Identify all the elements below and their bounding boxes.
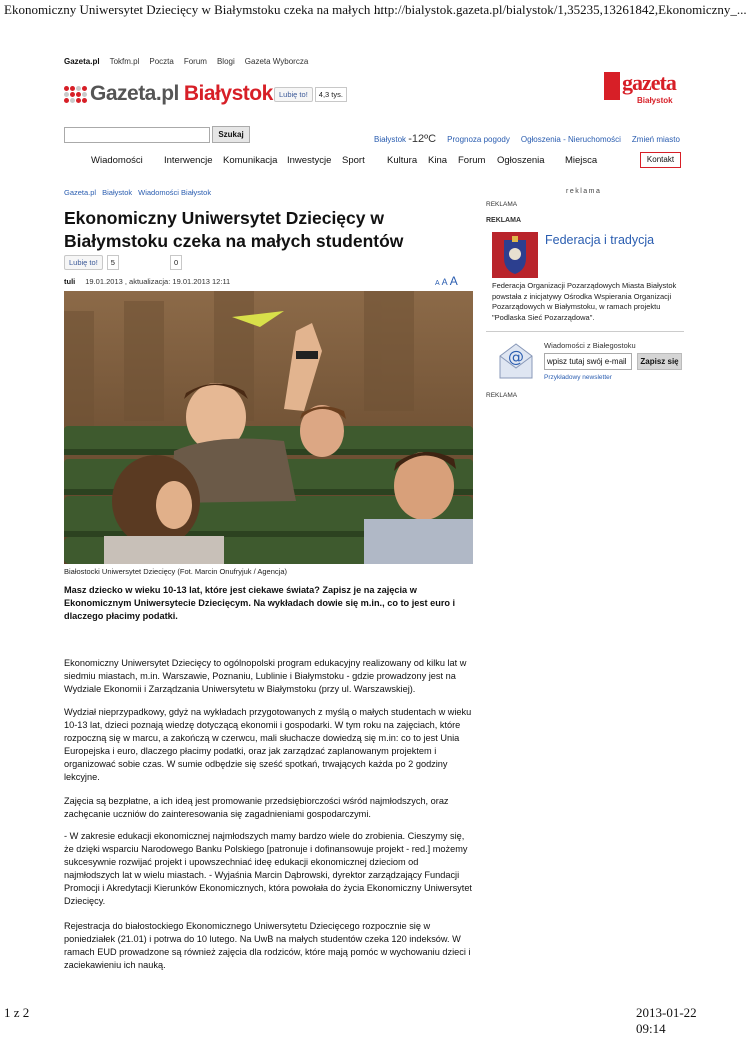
menu-item-forum[interactable]: Forum	[458, 155, 486, 166]
menu-item-wiadomosci[interactable]: Wiadomości	[91, 155, 143, 166]
article-photo	[64, 291, 473, 564]
sidebar-divider	[486, 331, 684, 332]
menu-item-miejsca[interactable]: Miejsca	[565, 155, 598, 166]
fb-like-top	[274, 87, 347, 102]
print-page-title: Ekonomiczny Uniwersytet Dziecięcy w Białymstoku czeka na małych ...	[4, 2, 384, 17]
breadcrumb-wiadomosci[interactable]: Wiadomości Białystok	[138, 188, 212, 197]
top-nav	[64, 57, 308, 66]
topnav-tokfm[interactable]: Tokfm.pl	[109, 57, 140, 66]
search-input[interactable]	[64, 127, 210, 143]
menu-item-kina[interactable]: Kina	[428, 155, 448, 166]
article-paragraph: Zajęcia są bezpłatne, a ich ideą jest promowanie przedsiębiorczości wśród najmłodszych, oraz zachęcanie uczniów do zainteresowania się zagadnieniami gospodarczymi.	[64, 796, 449, 819]
print-page-url: http://bialystok.gazeta.pl/bialystok/1,35235,13261842,Ekonomiczny_...	[374, 2, 747, 17]
topnav-gazeta[interactable]: Gazeta.pl	[64, 57, 100, 66]
logo-city: Białystok	[183, 82, 273, 105]
article-paragraph: - W zakresie edukacji ekonomicznej najmłodszych mamy bardzo wiele do zrobienia. Cieszymy się, że dzięki wsparciu Narodowego Banku Polskiego [patronuje i dofinansowuje projekt - red.] możemy sukcesywnie rozwijać projekt i upowszechniać ideę edukacji ekonomicznej dzieciom od najmłodszych lat w wielu miastach. - Wyjaśnia Marcin Dąbrowski, dyrektor zarządzający Fundacji Promocji i Akredytacji Kierunków Ekonomicznych, która powołała do życia Ekonomiczny Uniwersytet Dziecięcy.	[64, 831, 472, 906]
menu-item-komunikacja[interactable]: Komunikacja	[223, 155, 278, 166]
fb-like-count: 4,3 tys.	[315, 87, 347, 102]
site-logo[interactable]	[64, 82, 273, 106]
menu-item-inwestycje[interactable]: Inwestycje	[287, 155, 332, 166]
ad-label: REKLAMA	[486, 392, 518, 399]
weather-temp: -12ºC	[408, 133, 437, 145]
article-like-button[interactable]: Lubię to!	[64, 255, 103, 270]
topnav-forum[interactable]: Forum	[183, 57, 207, 66]
menu-item-interwencje[interactable]: Interwencje	[164, 155, 213, 166]
font-size-medium[interactable]: A	[441, 277, 448, 287]
print-page-number: 1 z 2	[4, 1005, 30, 1020]
newsletter-subscribe-button[interactable]: Zapisz się	[637, 353, 682, 370]
topnav-poczta[interactable]: Poczta	[149, 57, 174, 66]
link-prognoza[interactable]: Prognoza pogody	[447, 135, 510, 144]
article-meta	[64, 277, 230, 286]
link-ogloszenia-nieruchomosci[interactable]: Ogłoszenia - Nieruchomości	[520, 135, 621, 144]
logo-dots-icon	[64, 86, 87, 103]
weather-city: Białystok	[374, 135, 407, 144]
topnav-wyborcza[interactable]: Gazeta Wyborcza	[244, 57, 309, 66]
article-dates: 19.01.2013 , aktualizacja: 19.01.2013 12:11	[85, 277, 231, 286]
breadcrumb-bialystok[interactable]: Białystok	[102, 188, 133, 197]
gazeta-logo-word[interactable]: gazeta	[622, 70, 676, 95]
newsletter-sample-link[interactable]: Przykładowy newsletter	[544, 374, 612, 381]
font-size-small[interactable]: A	[435, 280, 440, 287]
lecture-hall-photo	[64, 291, 473, 564]
font-size-large[interactable]: A	[449, 274, 458, 288]
federation-title[interactable]: Federacja i tradycja	[545, 233, 655, 247]
svg-text:@: @	[508, 347, 524, 366]
gazeta-logo-icon	[604, 72, 620, 100]
photo-caption: Białostocki Uniwersytet Dziecięcy (Fot. Marcin Onufryjuk / Agencja)	[64, 567, 287, 576]
menu-item-ogloszenia[interactable]: Ogłoszenia	[497, 155, 545, 166]
article-author: tuli	[64, 277, 76, 286]
fb-like-button[interactable]: Lubię to!	[274, 87, 313, 102]
article-paragraph: Wydział nieprzypadkowy, gdyż na wykładach przygotowanych z myślą o małych studentach w wieku 10-13 lat, dzieci poznają wiedzę dotyczącą ekonomii i gospodarki. W tym roku na zajęciach, które rozpoczną się w marcu, a zakończą w czerwcu, mali słuchacze dowiedzą się m.in: co to jest Unia Europejska i euro, dlaczego płacimy podatki, oraz jak zarządzać zaplanowanym projektem i organizować sobie czas. W sumie odbędzie się sześć spotkań, trwających każda po 2 godziny lekcyjne.	[64, 707, 472, 782]
article-share-count: 0	[170, 255, 182, 270]
kontakt-button[interactable]: Kontakt	[640, 152, 681, 168]
ad-label: REKLAMA	[486, 217, 521, 224]
federation-text	[492, 250, 682, 323]
font-size-controls	[435, 274, 458, 288]
article-fb-like	[64, 255, 119, 270]
main-menu	[91, 155, 597, 166]
article-like-count: 5	[107, 255, 119, 270]
logo-text: Gazeta.pl	[90, 82, 179, 105]
menu-item-kultura[interactable]: Kultura	[387, 155, 418, 166]
search-button[interactable]: Szukaj	[212, 126, 250, 143]
ad-label: REKLAMA	[486, 201, 518, 208]
gazeta-logo-city: Białystok	[637, 96, 673, 105]
print-datetime: 2013-01-22 09:14	[636, 1005, 697, 1036]
ad-label-top: reklama	[566, 188, 602, 195]
article-paragraph: Ekonomiczny Uniwersytet Dziecięcy to ogólnopolski program edukacyjny realizowany od kilku lat w siedmiu miastach, m.in. Warszawie, Poznaniu, Lublinie i Białymstoku - gdzie prowadzony jest na Wydziale Ekonomii i Zarządzania Uniwersytetu w Białymstoku (przy ul. Warszawskiej).	[64, 658, 467, 694]
topnav-blogi[interactable]: Blogi	[216, 57, 235, 66]
article-lead: Masz dziecko w wieku 10-13 lat, które jest ciekawe świata? Zapisz je na zajęcia w Ekonomicznym Uniwersytecie Dziecięcym. Na wykładach dowie się m.in., co to jest euro i dlaczego płacimy podatki.	[64, 585, 456, 621]
article-title: Ekonomiczny Uniwersytet Dziecięcy w Białymstoku czeka na małych studentów	[64, 208, 404, 251]
breadcrumb-gazeta[interactable]: Gazeta.pl	[64, 188, 97, 197]
link-zmien-miasto[interactable]: Zmień miasto	[631, 135, 680, 144]
breadcrumb	[64, 188, 211, 197]
newsletter-envelope-icon	[496, 340, 536, 382]
newsletter-email-input[interactable]: wpisz tutaj swój e-mail	[544, 353, 632, 370]
federation-text-body: Federacja Organizacji Pozarządowych Miasta Białystok powstała z inicjatywy Ośrodka Wspierania Organizacji Pozarządowych w Białymstoku, w ramach projektu "Podlaska Sieć Pozarządowa".	[492, 281, 677, 322]
newsletter-title: Wiadomości z Białegostoku	[544, 341, 636, 350]
article-paragraph: Rejestracja do białostockiego Ekonomicznego Uniwersytetu Dziecięcego rozpocznie się w poniedziałek (21.01) i potrwa do 10 lutego. Na UwB na małych studentów czeka 120 indeksów. W ramach EUD prowadzone są również zajęcia dla rodziców, które mają pomóc w wychowaniu dzieci i zaciekawieniu ich nauką.	[64, 921, 471, 970]
menu-item-sport[interactable]: Sport	[342, 155, 365, 166]
utility-links	[374, 133, 680, 145]
weather-widget[interactable]	[374, 133, 436, 145]
